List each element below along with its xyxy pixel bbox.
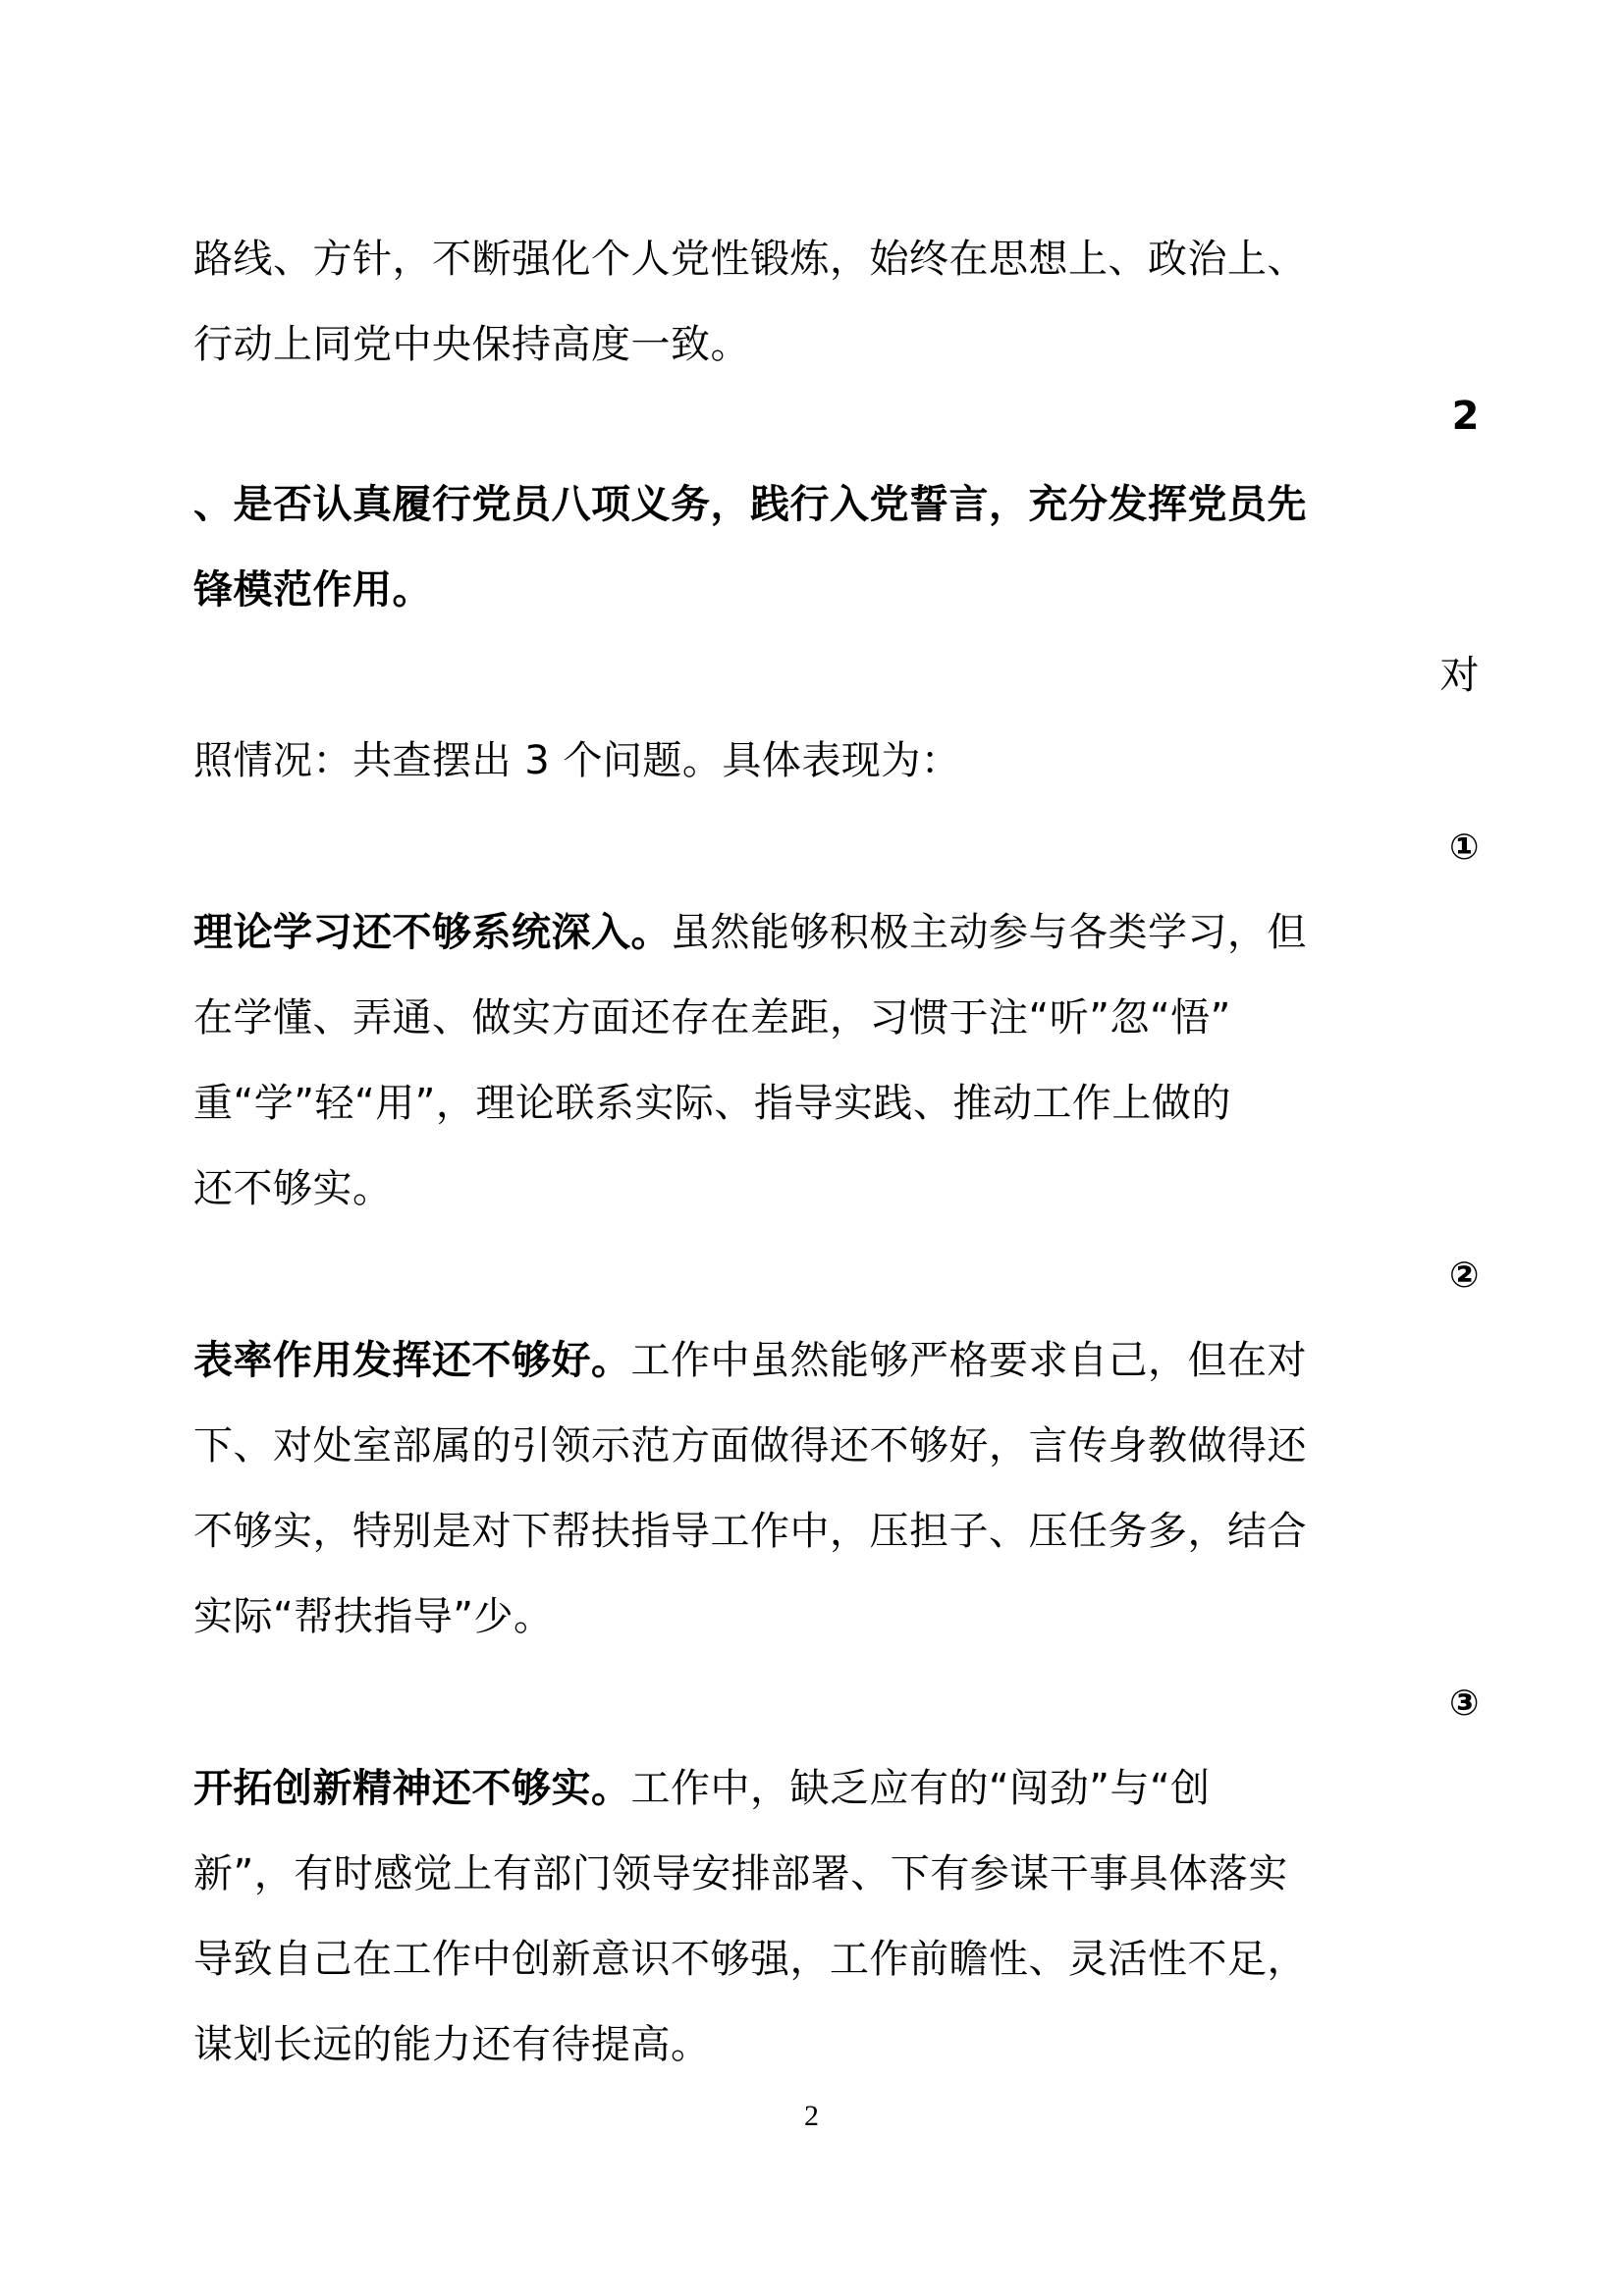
section-heading-line: 锋模范作用。 <box>193 567 432 613</box>
paragraph-line: 还不够实。 <box>193 1166 393 1211</box>
paragraph-line: 在学懂、弄通、做实方面还存在差距，习惯于注“听”忽“悟” <box>193 995 1231 1041</box>
problem-1-text: 虽然能够积极主动参与各类学习，但 <box>671 910 1307 955</box>
problem-3-title: 开拓创新精神还不够实。 <box>193 1766 631 1811</box>
paragraph-line: 导致自己在工作中创新意识不够强，工作前瞻性、灵活性不足， <box>193 1937 1307 1982</box>
problem-3-first-line <box>193 1765 1480 1812</box>
paragraph-line: 重“学”轻“用”，理论联系实际、指导实践、推动工作上做的 <box>193 1081 1231 1126</box>
problem-marker-1: ① <box>1449 828 1480 868</box>
problem-3-text: 工作中，缺乏应有的“闯劲”与“创 <box>630 1766 1211 1811</box>
problem-2-first-line <box>193 1337 1480 1384</box>
paragraph-line: 下、对处室部属的引领示范方面做得还不够好，言传身教做得还 <box>193 1423 1307 1468</box>
problem-marker-3: ③ <box>1449 1683 1480 1724</box>
paragraph-line: 新”，有时感觉上有部门领导安排部署、下有参谋干事具体落实 <box>193 1851 1288 1896</box>
page-number: 2 <box>804 2100 819 2132</box>
problem-2-text: 工作中虽然能够严格要求自己，但在对 <box>630 1338 1307 1383</box>
problem-2-title: 表率作用发挥还不够好。 <box>193 1338 631 1383</box>
problem-marker-2: ② <box>1449 1255 1480 1296</box>
paragraph-line: 谋划长远的能力还有待提高。 <box>193 2022 711 2067</box>
summary-first-char: 对 <box>1439 653 1480 698</box>
section-heading-line: 、是否认真履行党员八项义务，践行入党誓言，充分发挥党员先 <box>193 482 1307 527</box>
paragraph-line: 不够实，特别是对下帮扶指导工作中，压担子、压任务多，结合 <box>193 1509 1307 1554</box>
summary-text: 照情况：共查摆出 3 个问题。具体表现为： <box>193 738 961 783</box>
problem-1-first-line <box>193 909 1480 956</box>
paragraph-line: 行动上同党中央保持高度一致。 <box>193 322 750 367</box>
section-number: 2 <box>1451 394 1480 439</box>
problem-1-title: 理论学习还不够系统深入。 <box>193 910 671 955</box>
paragraph-line: 实际“帮扶指导”少。 <box>193 1594 554 1639</box>
paragraph-line: 路线、方针，不断强化个人党性锻炼，始终在思想上、政治上、 <box>193 237 1307 282</box>
